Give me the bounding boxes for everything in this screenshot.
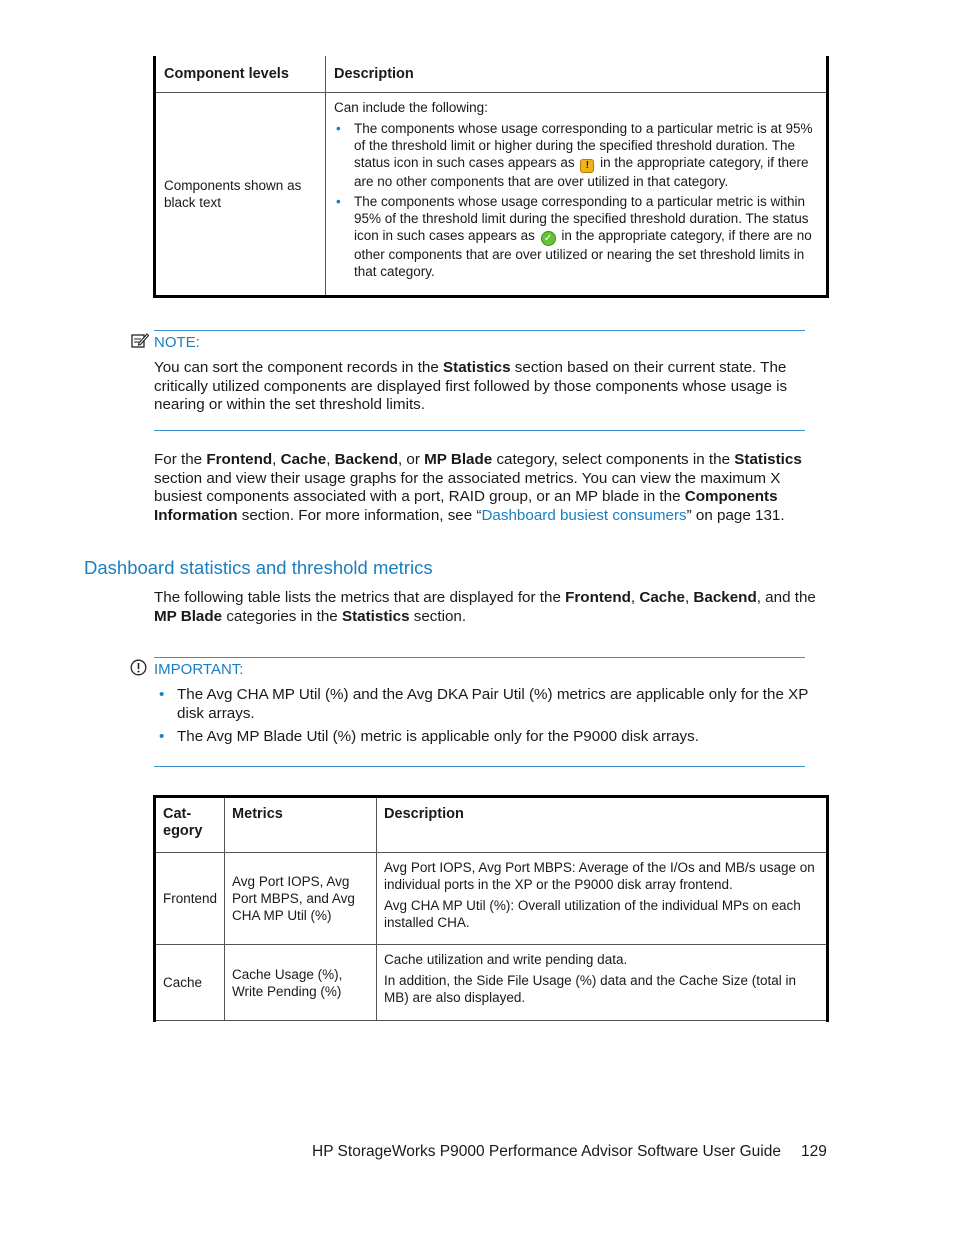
body-paragraph: For the Frontend, Cache, Backend, or MP Blade category, select components in the Statistics section and view their usage graphs for the associated metrics. You can view the maximum X busiest components associated with a port, RAID group, or an MP blade in the Components Information section. For more information, see “Dashboard busiest consumers” on page 131. — [154, 451, 802, 524]
metrics-cell: Cache Usage (%), Write Pending (%) — [225, 945, 377, 1021]
page-number: 129 — [801, 1143, 827, 1160]
dashboard-busiest-consumers-link[interactable]: Dashboard busiest consumers — [481, 506, 687, 524]
table-header: Metrics — [225, 797, 377, 853]
list-item: • The components whose usage corresponding to a particular metric is at 95% of the threshold limit or higher during the specified threshold duration. The status icon in such cases appears as ! in the appropriate category, if there are no other components that are over utilized in that category. — [354, 120, 818, 190]
table-header: Component levels — [155, 56, 326, 93]
note-top-rule — [154, 330, 805, 331]
table-header: Description — [326, 56, 828, 93]
description-cell: Avg Port IOPS, Avg Port MBPS: Average of the I/Os and MB/s usage on individual ports in the XP or the P9000 disk array frontend. Avg CHA MP Util (%): Overall utilization of the individual MPs on each installed CHA. — [377, 853, 828, 945]
body-paragraph: The following table lists the metrics that are displayed for the Frontend, Cache, Backend, and the MP Blade categories in the Statistics section. — [154, 589, 816, 625]
list-item: • The Avg MP Blade Util (%) metric is applicable only for the P9000 disk arrays. — [177, 728, 817, 747]
section-heading: Dashboard statistics and threshold metrics — [84, 557, 433, 578]
list-item: • The components whose usage corresponding to a particular metric is within 95% of the threshold limit during the specified threshold duration. The status icon in such cases appears as ✓ in the appropriate category, if there are no other components that are over utilized or nearing the set threshold limits in that category. — [354, 193, 818, 280]
table-header: Cat- egory — [155, 797, 225, 853]
ok-status-icon: ✓ — [541, 231, 556, 246]
description-list — [334, 120, 818, 280]
table-corner — [826, 1018, 829, 1022]
important-top-rule — [154, 657, 805, 658]
list-item: • The Avg CHA MP Util (%) and the Avg DKA Pair Util (%) metrics are applicable only for the XP disk arrays. — [177, 686, 817, 723]
note-text: You can sort the component records in the Statistics section based on their current state. The critically utilized components are displayed first followed by those components whose usage is nearing or within the set threshold limits. — [154, 359, 788, 413]
warning-status-icon: ! — [580, 159, 594, 173]
note-icon — [131, 332, 149, 354]
category-cell: Frontend — [155, 853, 225, 945]
metrics-cell: Avg Port IOPS, Avg Port MBPS, and Avg CHA MP Util (%) — [225, 853, 377, 945]
note-bottom-rule — [154, 430, 805, 431]
component-level-cell: Components shown as black text — [164, 178, 302, 210]
table-row — [155, 853, 828, 945]
table-header: Description — [377, 797, 828, 853]
important-list — [157, 686, 817, 750]
description-intro: Can include the following: — [334, 100, 488, 115]
footer-title: HP StorageWorks P9000 Performance Advisor Software User Guide — [312, 1143, 781, 1160]
table-corner — [153, 1018, 156, 1022]
important-bottom-rule — [154, 766, 805, 767]
table-row — [155, 945, 828, 1021]
category-cell: Cache — [155, 945, 225, 1021]
description-cell — [326, 93, 828, 297]
important-icon — [130, 659, 147, 681]
component-levels-table — [153, 56, 829, 298]
important-title: IMPORTANT: — [154, 661, 244, 678]
metrics-table — [153, 795, 829, 1021]
description-cell: Cache utilization and write pending data. In addition, the Side File Usage (%) data and the Cache Size (total in MB) are also displayed. — [377, 945, 828, 1021]
note-title: NOTE: — [154, 334, 200, 351]
